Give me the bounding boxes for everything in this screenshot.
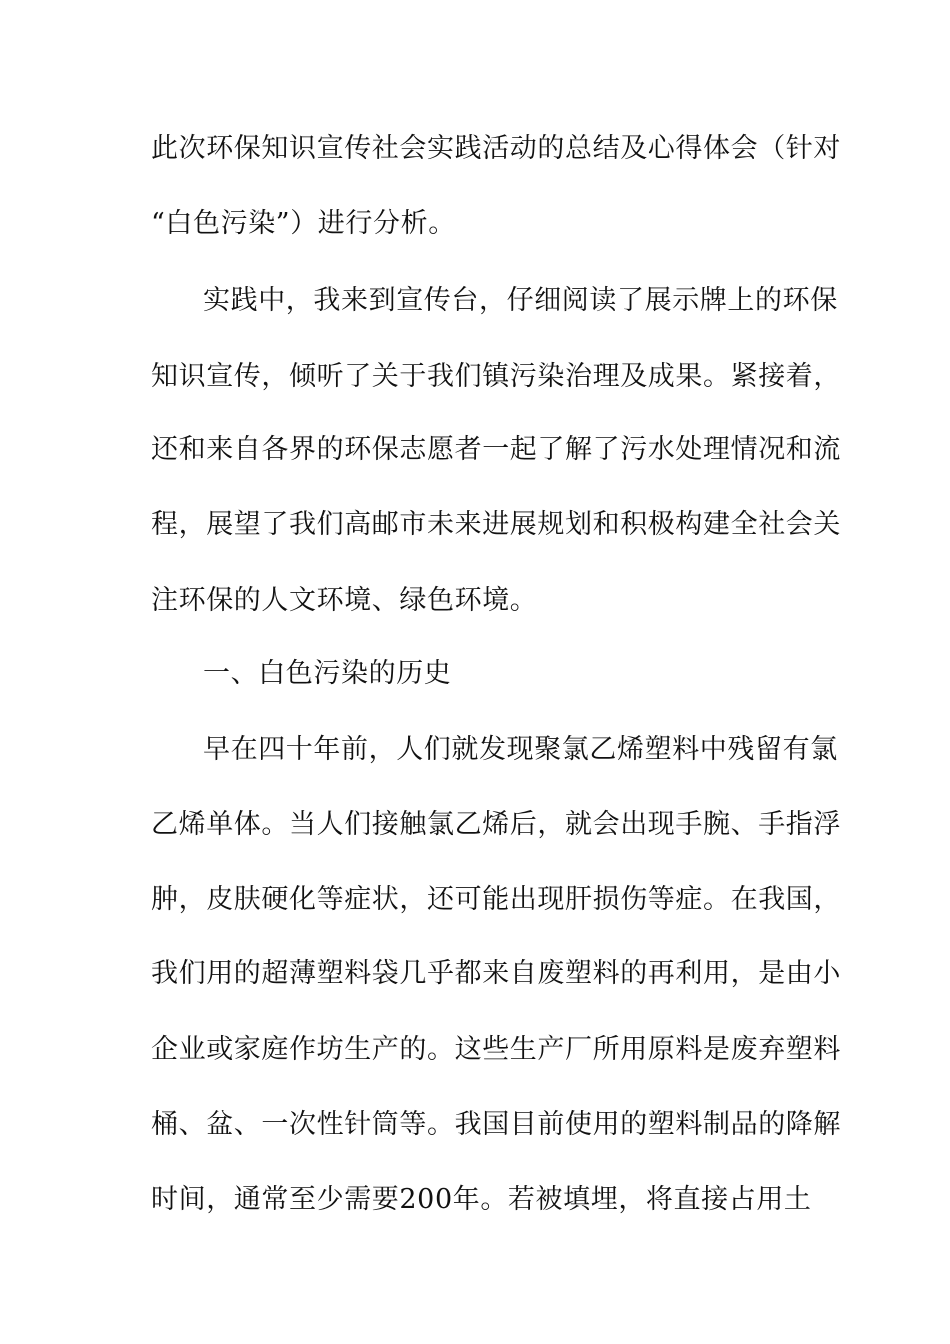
text-line: 时间，通常至少需要200年。若被填埋，将直接占用土 <box>151 1184 812 1215</box>
text-line: 桶、盆、一次性针筒等。我国目前使用的塑料制品的降解 <box>151 1109 841 1140</box>
text-line: 还和来自各界的环保志愿者一起了解了污水处理情况和流 <box>151 434 841 465</box>
section-heading: 一、白色污染的历史 <box>203 658 452 689</box>
paragraph-start-line: 早在四十年前，人们就发现聚氯乙烯塑料中残留有氯 <box>203 734 838 765</box>
text-line: 程，展望了我们高邮市未来进展规划和积极构建全社会关 <box>151 509 841 540</box>
text-line: 肿，皮肤硬化等症状，还可能出现肝损伤等症。在我国， <box>151 884 841 915</box>
text-line: 乙烯单体。当人们接触氯乙烯后，就会出现手腕、手指浮 <box>151 809 841 840</box>
text-line: 企业或家庭作坊生产的。这些生产厂所用原料是废弃塑料 <box>151 1034 841 1065</box>
text-line: “白色污染”）进行分析。 <box>151 208 456 239</box>
text-line: 此次环保知识宣传社会实践活动的总结及心得体会（针对 <box>151 133 841 164</box>
text-line: 注环保的人文环境、绿色环境。 <box>151 585 538 616</box>
text-line: 我们用的超薄塑料袋几乎都来自废塑料的再利用，是由小 <box>151 958 841 989</box>
text-line: 知识宣传，倾听了关于我们镇污染治理及成果。紧接着， <box>151 361 841 392</box>
paragraph-start-line: 实践中，我来到宣传台，仔细阅读了展示牌上的环保 <box>203 285 838 316</box>
